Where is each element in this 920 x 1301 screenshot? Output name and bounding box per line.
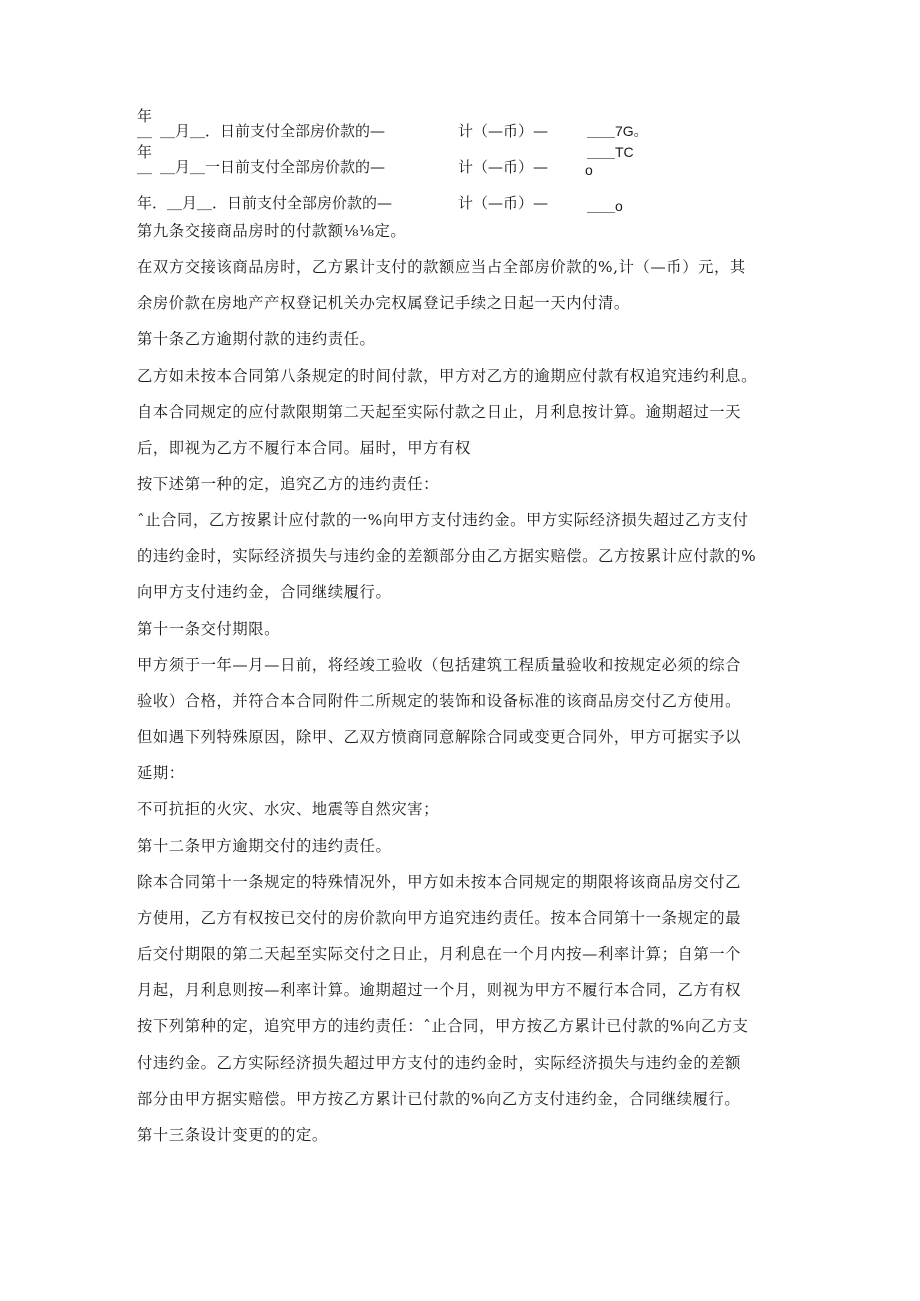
schedule-row1-amount: 计（—币）—: [458, 122, 549, 140]
schedule-row1-year: 年: [137, 107, 153, 125]
schedule-row2-text: ＿月＿一日前支付全部房价款的—: [160, 158, 386, 176]
body-line: 余房价款在房地产产权登记机关办完权属登记手续之日起一天内付清。: [137, 294, 630, 312]
article-11-heading: 第十一条交付期限。: [137, 620, 281, 638]
schedule-row2-year: 年: [137, 143, 153, 161]
body-line: 乙方如未按本合同第八条规定的时间付款，甲方对乙方的逾期应付款有权追究违约利息。: [137, 367, 757, 385]
body-line: 后交付期限的第二天起至实际交付之日止，月利息在一个月内按—利率计算；自第一个: [137, 945, 742, 963]
schedule-row2-tail-top: ＿＿TC: [587, 144, 634, 160]
schedule-row2-tail-bottom: o: [585, 162, 593, 178]
article-10-heading: 第十条乙方逾期付款的违约责任。: [137, 330, 376, 348]
body-line: 月起，月利息则按—利率计算。逾期超过一个月，则视为甲方不履行本合同，乙方有权: [137, 981, 742, 999]
schedule-row3-tail: ＿＿o: [587, 198, 623, 214]
body-line: 自本合同规定的应付款限期第二天起至实际付款之日止，月利息按计算。逾期超过一天: [137, 403, 742, 421]
body-line: 甲方须于一年—月—日前，将经竣工验收（包括建筑工程质量验收和按规定必须的综合: [137, 656, 742, 674]
schedule-row1-tail: ＿＿7G。: [587, 123, 648, 139]
body-line: 方使用，乙方有权按已交付的房价款向甲方追究违约责任。按本合同第十一条规定的最: [137, 909, 742, 927]
body-line: 延期：: [137, 764, 185, 782]
article-13-heading: 第十三条设计变更的的定。: [137, 1126, 328, 1144]
body-line: 部分由甲方据实赔偿。甲方按乙方累计已付款的%向乙方支付违约金，合同继续履行。: [137, 1090, 741, 1108]
body-line: 向甲方支付违约金，合同继续履行。: [137, 583, 392, 601]
body-line: ˆ止合同，乙方按累计应付款的一%向甲方支付违约金。甲方实际经济损失超过乙方支付: [137, 511, 749, 529]
body-line: 按下述第一种的定，追究乙方的违约责任：: [137, 475, 440, 493]
body-line: 不可抗拒的火灾、水灾、地震等自然灾害；: [137, 800, 440, 818]
schedule-row1-blank: ＿: [137, 122, 153, 140]
body-line: 验收）合格，并符合本合同附件二所规定的装饰和设备标准的该商品房交付乙方使用。: [137, 692, 742, 710]
body-line: 的违约金时，实际经济损失与违约金的差额部分由乙方据实赔偿。乙方按累计应付款的%: [137, 547, 757, 565]
article-9-heading: 第九条交接商品房时的付款额⅛⅛定。: [137, 222, 407, 240]
schedule-row2-amount: 计（—币）—: [458, 158, 549, 176]
schedule-row3-text: 年．＿月＿．日前支付全部房价款的—: [137, 194, 393, 212]
body-line: 按下列第种的定，追究甲方的违约责任：ˆ止合同，甲方按乙方累计已付款的%向乙方支: [137, 1017, 749, 1035]
body-line: 后，即视为乙方不履行本合同。届时，甲方有权: [137, 439, 471, 457]
body-line: 付违约金。乙方实际经济损失超过甲方支付的违约金时，实际经济损失与违约金的差额: [137, 1054, 742, 1072]
body-line: 在双方交接该商品房时，乙方累计支付的款额应当占全部房价款的%,计（—币）元，其: [137, 258, 746, 276]
schedule-row2-blank: ＿: [137, 158, 153, 176]
schedule-row3-amount: 计（—币）—: [458, 194, 549, 212]
body-line: 但如遇下列特殊原因，除甲、乙双方愤商同意解除合同或变更合同外，甲方可据实予以: [137, 728, 742, 746]
body-line: 除本合同第十一条规定的特殊情况外，甲方如未按本合同规定的期限将该商品房交付乙: [137, 873, 742, 891]
article-12-heading: 第十二条甲方逾期交付的违约责任。: [137, 837, 392, 855]
schedule-row1-text: ＿月＿．日前支付全部房价款的—: [160, 122, 386, 140]
